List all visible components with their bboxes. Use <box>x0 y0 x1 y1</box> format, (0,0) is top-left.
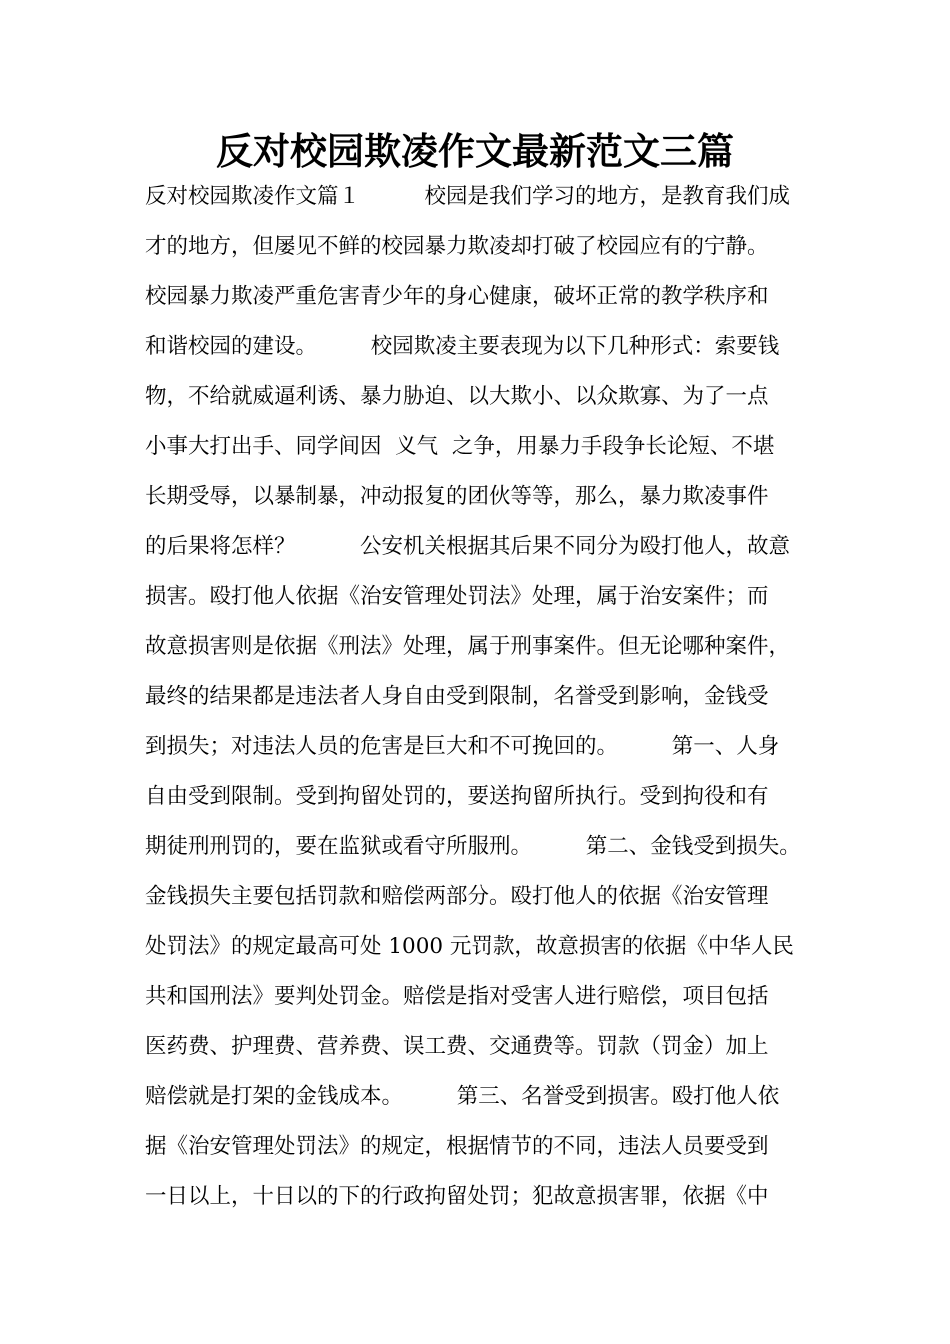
body-line: 才的地方，但屡见不鲜的校园暴力欺凌却打破了校园应有的宁静。 <box>145 234 769 259</box>
body-line: 小事大打出手、同学间因 义气 之争，用暴力手段争长论短、不堪 <box>145 434 775 459</box>
body-line: 物，不给就威逼利诱、暴力胁迫、以大欺小、以众欺寡、为了一点 <box>145 384 769 409</box>
document-body <box>145 172 835 1222</box>
body-line: 赔偿就是打架的金钱成本。 第三、名誉受到损害。殴打他人依 <box>145 1084 780 1109</box>
document-title: 反对校园欺凌作文最新范文三篇 <box>216 130 734 173</box>
body-line: 和谐校园的建设。 校园欺凌主要表现为以下几种形式：索要钱 <box>145 334 780 359</box>
body-line: 共和国刑法》要判处罚金。赔偿是指对受害人进行赔偿，项目包括 <box>145 984 769 1009</box>
body-line: 损害。殴打他人依据《治安管理处罚法》处理，属于治安案件；而 <box>145 584 769 609</box>
body-line: 金钱损失主要包括罚款和赔偿两部分。殴打他人的依据《治安管理 <box>145 884 769 909</box>
body-line: 校园暴力欺凌严重危害青少年的身心健康，破坏正常的教学秩序和 <box>145 284 769 309</box>
body-line: 自由受到限制。受到拘留处罚的，要送拘留所执行。受到拘役和有 <box>145 784 769 809</box>
body-line: 期徒刑刑罚的，要在监狱或看守所服刑。 第二、金钱受到损失。 <box>145 834 801 859</box>
body-line: 长期受辱，以暴制暴，冲动报复的团伙等等，那么，暴力欺凌事件 <box>145 484 769 509</box>
body-line: 故意损害则是依据《刑法》处理，属于刑事案件。但无论哪种案件， <box>145 634 791 659</box>
body-line: 一日以上，十日以的下的行政拘留处罚；犯故意损害罪，依据《中 <box>145 1184 769 1209</box>
body-line: 最终的结果都是违法者人身自由受到限制，名誉受到影响，金钱受 <box>145 684 769 709</box>
body-line: 医药费、护理费、营养费、误工费、交通费等。罚款（罚金）加上 <box>145 1034 769 1059</box>
body-line: 据《治安管理处罚法》的规定，根据情节的不同，违法人员要受到 <box>145 1134 769 1159</box>
body-line: 到损失；对违法人员的危害是巨大和不可挽回的。 第一、人身 <box>145 734 780 759</box>
body-line: 反对校园欺凌作文篇１ 校园是我们学习的地方，是教育我们成 <box>145 184 791 209</box>
body-line: 的后果将怎样？ 公安机关根据其后果不同分为殴打他人，故意 <box>145 534 791 559</box>
body-line: 处罚法》的规定最高可处 1000 元罚款，故意损害的依据《中华人民 <box>145 934 794 959</box>
